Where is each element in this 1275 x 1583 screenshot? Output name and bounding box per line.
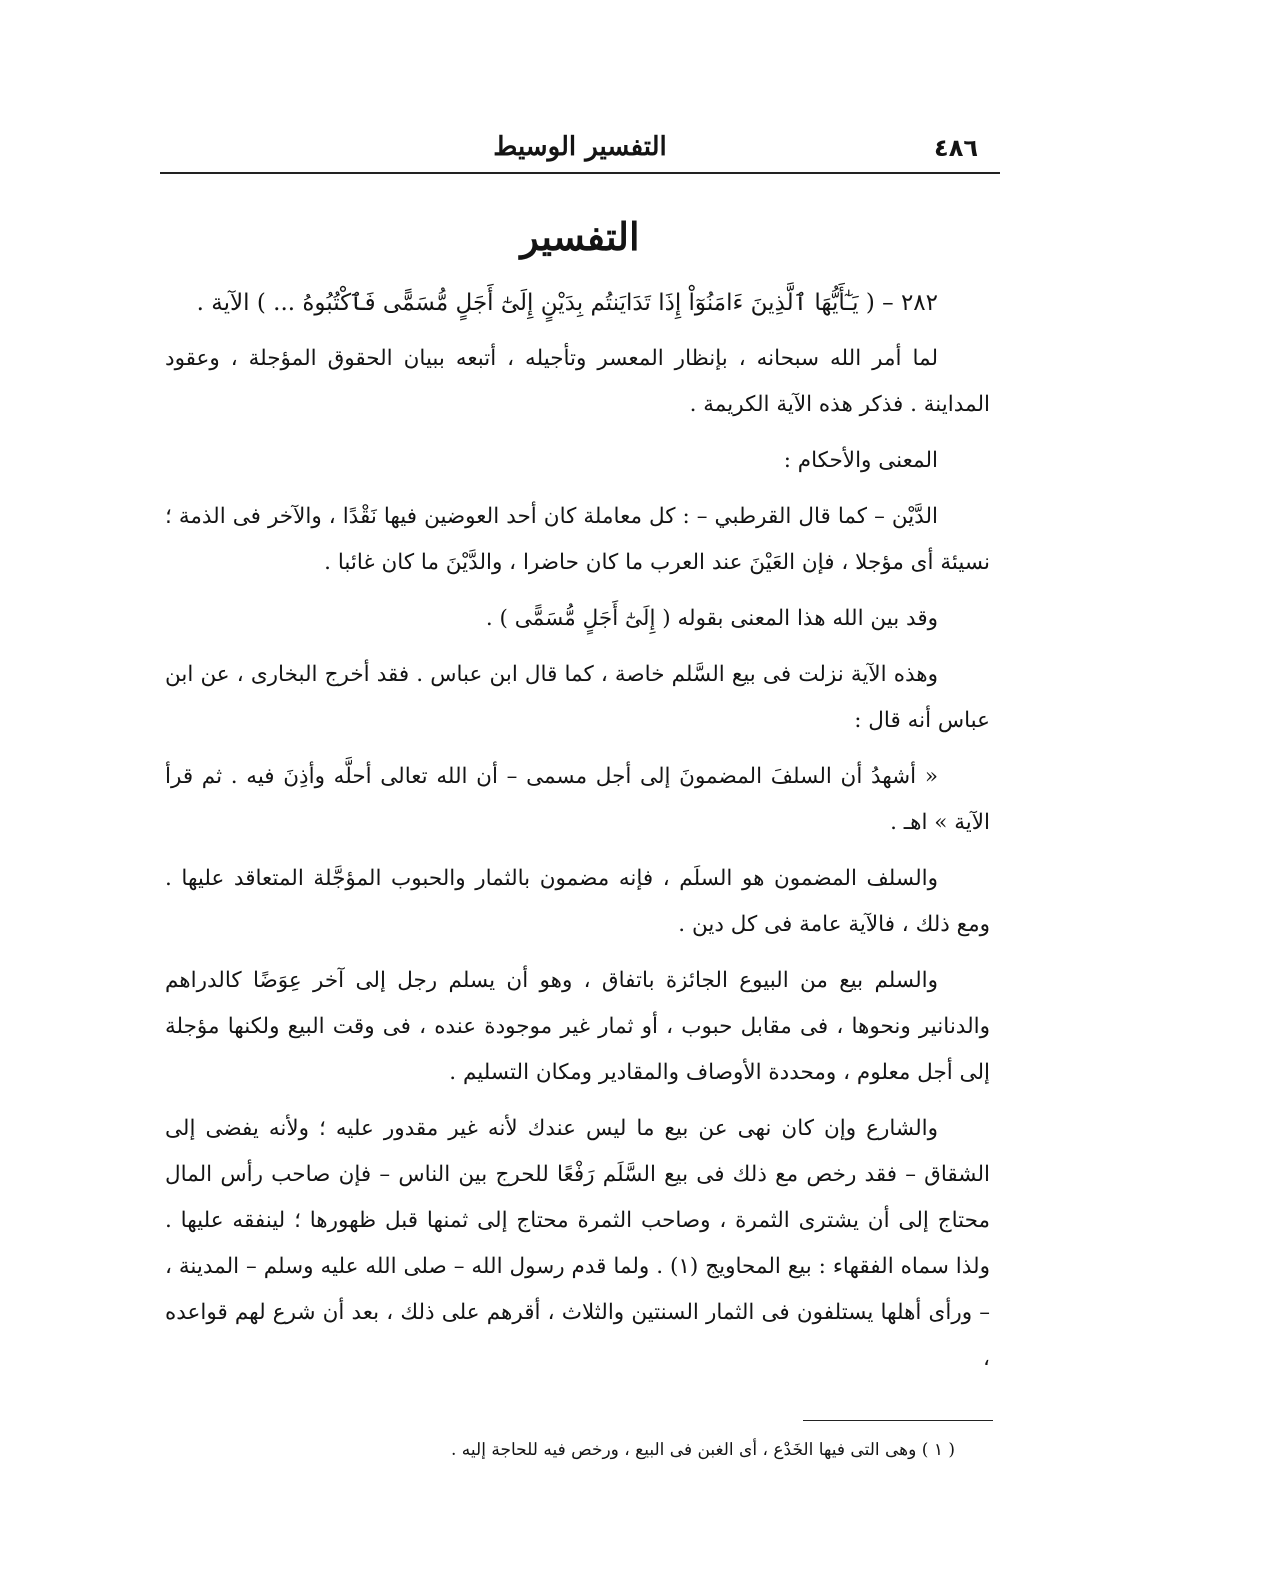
verse-paragraph: ٢٨٢ – ( يَـٰٓأَيُّهَا ٱلَّذِينَ ءَامَنُوٓاْ إِذَا تَدَايَنتُم بِدَيْنٍ إِلَىٰٓ أَجَلٍ مُّسَمًّى فَٱكْتُبُوهُ ... ) الآية . xyxy=(196,290,938,316)
paragraph: الدَّيْن – كما قال القرطبي – : كل معاملة كان أحد العوضين فيها نَقْدًا ، والآخر فى الذمة ؛ نسيئة أى مؤجلا ، فإن العَيْنَ عند العرب ما كان حاضرا ، والدَّيْنَ ما كان غائبا . xyxy=(165,504,990,575)
body-text xyxy=(165,280,990,1382)
header-divider xyxy=(160,172,1000,174)
paragraph: والشارع وإن كان نهى عن بيع ما ليس عندك لأنه غير مقدور عليه ؛ ولأنه يفضى إلى الشقاق – فقد رخص مع ذلك فى بيع السَّلَم رَفْعًا للحرج بين الناس – فإن صاحب رأس المال محتاج إلى أن يشترى الثمرة ، وصاحب الثمرة محتاج إلى ثمنها قبل ظهورها ؛ لينفقه عليها . ولذا سماه الفقهاء : بيع المحاويج (١) . ولما قدم رسول الله – صلى الله عليه وسلم – المدينة ، – ورأى أهلها يستلفون فى الثمار السنتين والثلاث ، أقرهم على ذلك ، بعد أن شرع لهم قواعده ، xyxy=(165,1116,990,1371)
subheading: المعنى والأحكام : xyxy=(783,448,938,473)
quotation-paragraph: « أشهدُ أن السلفَ المضمونَ إلى أجل مسمى – أن الله تعالى أحلَّه وأذِنَ فيه . ثم قرأ الآية » اهـ . xyxy=(165,764,990,835)
paragraph: لما أمر الله سبحانه ، بإنظار المعسر وتأجيله ، أتبعه ببيان الحقوق المؤجلة ، وعقود المداينة . فذكر هذه الآية الكريمة . xyxy=(165,346,990,417)
paragraph: وقد بين الله هذا المعنى بقوله ( إِلَىٰٓ أَجَلٍ مُّسَمًّى ) . xyxy=(485,606,938,631)
paragraph: والسلف المضمون هو السلَم ، فإنه مضمون بالثمار والحبوب المؤجَّلة المتعاقد عليها . ومع ذلك ، فالآية عامة فى كل دين . xyxy=(165,866,990,937)
footnote: ( ١ ) وهى التى فيها الخَدْع ، أى الغبن فى البيع ، ورخص فيه للحاجة إليه . xyxy=(451,1440,955,1460)
paragraph: وهذه الآية نزلت فى بيع السَّلم خاصة ، كما قال ابن عباس . فقد أخرج البخارى ، عن ابن عباس أنه قال : xyxy=(165,662,990,733)
page-number: ٤٨٦ xyxy=(934,134,978,162)
footnote-divider xyxy=(803,1420,993,1421)
page-header xyxy=(160,130,1000,174)
running-title: التفسير الوسيط xyxy=(493,132,667,162)
section-title: التفسير xyxy=(520,214,640,259)
paragraph: والسلم بيع من البيوع الجائزة باتفاق ، وهو أن يسلم رجل إلى آخر عِوَضًا كالدراهم والدنانير ونحوها ، فى مقابل حبوب ، أو ثمار غير موجودة عنده ، فى وقت البيع ولكنها مؤجلة إلى أجل معلوم ، ومحددة الأوصاف والمقادير ومكان التسليم . xyxy=(165,968,990,1085)
